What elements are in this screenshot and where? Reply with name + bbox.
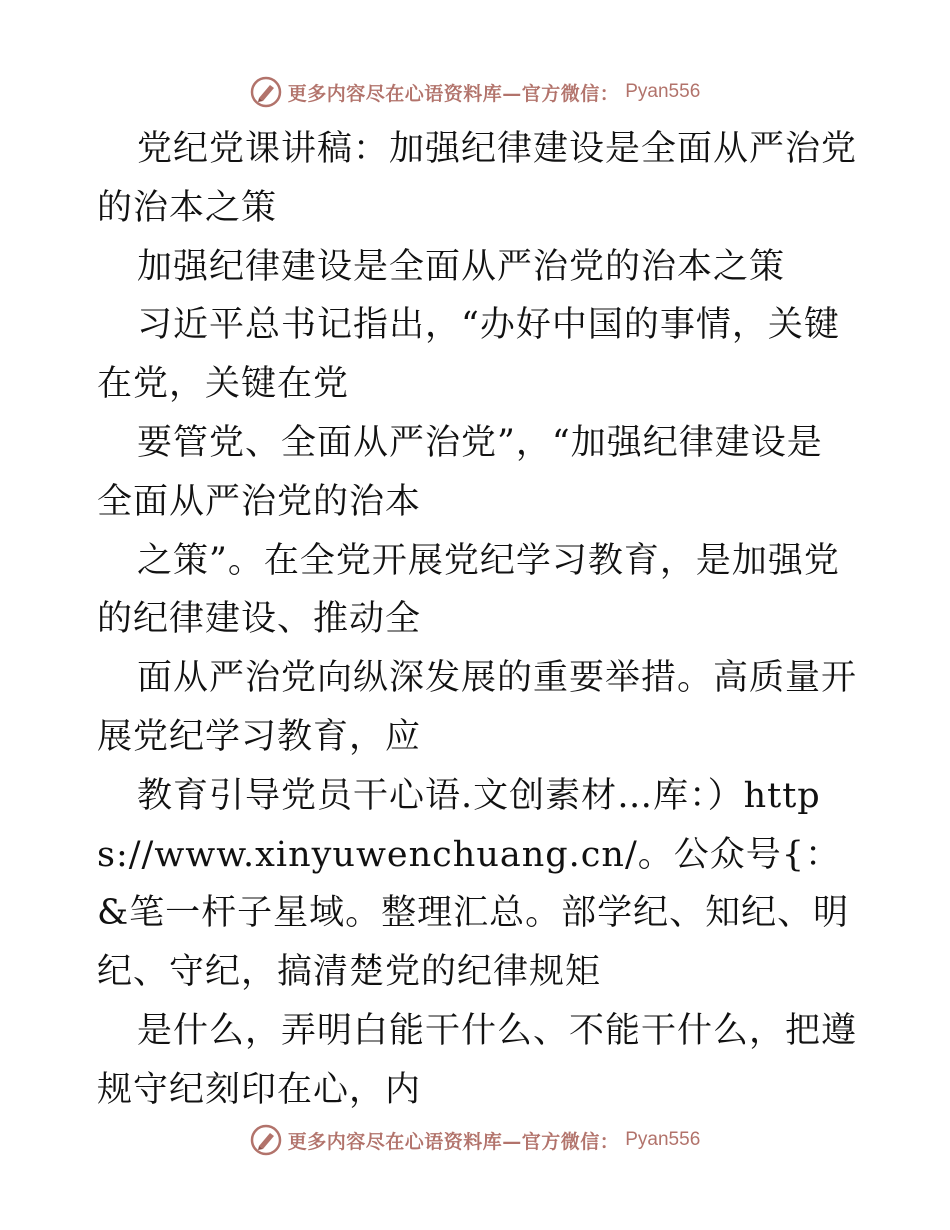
paragraph: 教育引导党员干心语.文创素材…库：）https://www.xinyuwenchuang.cn/。公众号{：&笔一杆子星域。整理汇总。部学纪、知纪、明纪、守纪，搞清楚党的纪律规矩 — [97, 775, 850, 993]
paragraph: 之策”。在全党开展党纪学习教育，是加强党的纪律建设、推动全 — [97, 540, 840, 640]
paragraph: 加强纪律建设是全面从严治党的治本之策 — [137, 246, 786, 287]
watermark-wechat-id: Pyan556 — [625, 1129, 701, 1150]
watermark-banner-top — [0, 72, 950, 112]
paragraph: 要管党、全面从严治党”，“加强纪律建设是全面从严治党的治本 — [97, 422, 823, 522]
watermark-text: 更多内容尽在心语资料库—官方微信： — [287, 82, 620, 105]
pen-circle-logo-icon — [250, 1124, 282, 1156]
document-title: 党纪党课讲稿：加强纪律建设是全面从严治党的治本之策 — [97, 129, 858, 228]
watermark-banner-bottom — [0, 1120, 950, 1160]
paragraph: 是什么，弄明白能干什么、不能干什么，把遵规守纪刻印在心，内 — [97, 1010, 858, 1110]
paragraph: 习近平总书记指出，“办好中国的事情，关键在党，关键在党 — [97, 305, 840, 405]
watermark-text: 更多内容尽在心语资料库—官方微信： — [287, 1130, 620, 1153]
document-body — [97, 120, 857, 1120]
pen-circle-logo-icon — [250, 76, 282, 108]
paragraph: 面从严治党向纵深发展的重要举措。高质量开展党纪学习教育，应 — [97, 658, 858, 757]
watermark-wechat-id: Pyan556 — [625, 81, 701, 102]
